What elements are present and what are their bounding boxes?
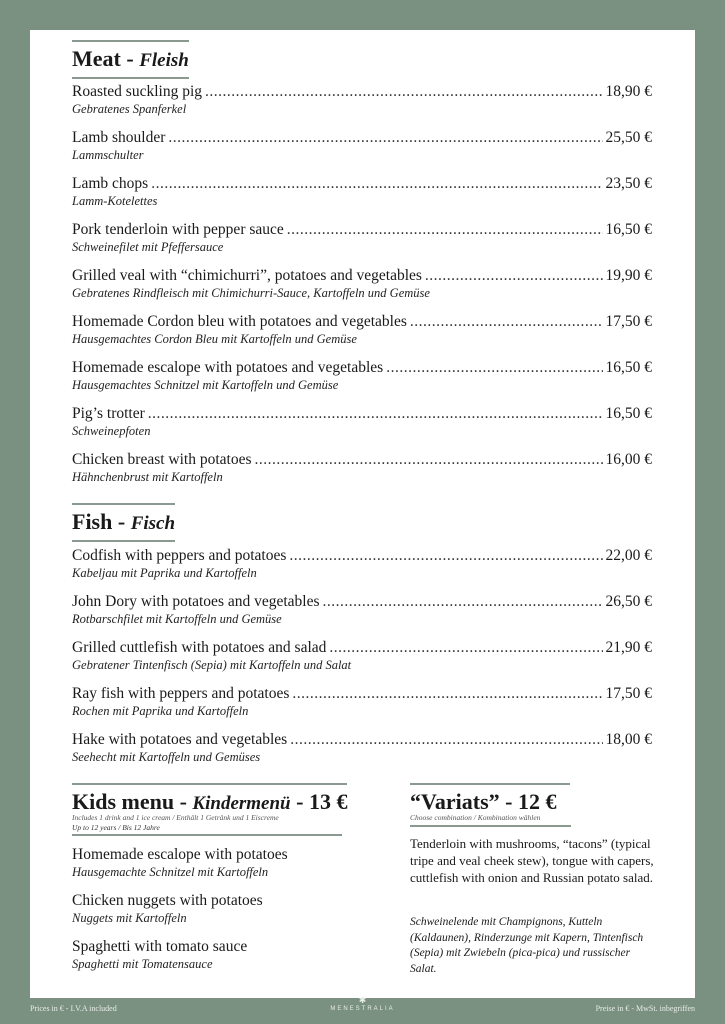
menu-item [72,174,652,220]
footer-left: Prices in € - I.V.A included [30,1004,117,1013]
kids-item-name: Homemade escalope with potatoes [72,846,288,863]
kids-item-translation: Hausgemachte Schnitzel mit Kartoffeln [72,865,269,879]
menu-item-name: Grilled cuttlefish with potatoes and salad [72,639,327,656]
menu-item [72,220,652,266]
kids-menu-item [72,845,372,891]
menu-page [30,30,695,998]
menu-item [72,128,652,174]
dot-leader [386,358,602,377]
menu-item-name: Chicken breast with potatoes [72,451,252,468]
menu-item [72,684,652,730]
meat-section-title [72,40,189,79]
kids-divider [72,834,342,836]
menu-item-name: Codfish with peppers and potatoes [72,547,287,564]
kids-item-name: Spaghetti with tomato sauce [72,938,248,955]
menu-item [72,358,652,404]
dot-leader [168,128,602,147]
menu-item-row [72,546,652,565]
kids-menu-item [72,937,372,983]
menu-item-price: 18,00 € [605,731,652,748]
menu-item [72,82,652,128]
variats-divider [410,825,571,827]
dot-leader [287,220,603,239]
menu-item-translation: Hausgemachtes Schnitzel mit Kartoffeln und Gemüse [72,378,339,392]
menu-item-price: 22,00 € [605,547,652,564]
menu-item [72,546,652,592]
menu-item-translation: Schweinefilet mit Pfeffersauce [72,240,224,254]
menu-item-translation: Hausgemachtes Cordon Bleu mit Kartoffeln und Gemüse [72,332,357,346]
variats-description-de: Schweinelende mit Champignons, Kutteln (Kaldaunen), Rinderzunge mit Kapern, Tintenfisch (Sepia) mit Zwiebeln (pica-pica) und russischer Salat. [410,916,644,975]
kids-price: - 13 € [290,789,348,814]
fish-subtitle: Fisch [130,513,176,534]
kids-title: Kids menu - [72,789,193,814]
menu-item-row [72,128,652,147]
fish-items [72,546,652,776]
menu-item-row [72,312,652,331]
menu-item-row [72,592,652,611]
menu-item-name: Homemade escalope with potatoes and vegetables [72,359,384,376]
menu-item-name: Lamb shoulder [72,129,166,146]
footer-right: Preise in € - MwSt. inbegriffen [595,1004,695,1013]
fish-title: Fish - [72,509,131,534]
menu-item-price: 16,50 € [605,405,652,422]
menu-item-name: Ray fish with peppers and potatoes [72,685,290,702]
dot-leader [205,82,602,101]
menu-item-name: Lamb chops [72,175,149,192]
menu-item-row [72,266,652,285]
kids-section-title [72,783,347,817]
menu-item-price: 26,50 € [605,593,652,610]
menu-item-row [72,82,652,101]
kids-note: Includes 1 drink and 1 ice cream / Enthält 1 Getränk und 1 Eiscreme [72,813,279,822]
menu-item-price: 16,50 € [605,221,652,238]
kids-subtitle: Kindermenü [192,793,291,814]
menu-item-translation: Kabeljau mit Paprika und Kartoffeln [72,566,257,580]
menu-item-price: 17,50 € [605,685,652,702]
menu-item-translation: Lamm-Kotelettes [72,194,158,208]
fish-section-title [72,503,175,542]
footer-logo [330,995,395,1013]
menu-item-row [72,220,652,239]
menu-item-price: 18,90 € [605,83,652,100]
menu-item-name: Grilled veal with “chimichurri”, potatoes and vegetables [72,267,422,284]
menu-item-translation: Seehecht mit Kartoffeln und Gemüses [72,750,261,764]
meat-subtitle: Fleish [139,50,189,71]
variats-description: Tenderloin with mushrooms, “tacons” (typical tripe and veal cheek stew), tongue with capers, cuttlefish with onion and Russian potato salad. [410,836,654,885]
menu-item-name: Homemade Cordon bleu with potatoes and vegetables [72,313,407,330]
menu-item [72,312,652,358]
kids-item-name: Chicken nuggets with potatoes [72,892,263,909]
menu-item-translation: Rotbarschfilet mit Kartoffeln und Gemüse [72,612,282,626]
menu-item-translation: Rochen mit Paprika und Kartoffeln [72,704,249,718]
meat-items [72,82,652,496]
dot-leader [292,684,602,703]
menu-item [72,450,652,496]
dot-leader [151,174,602,193]
menu-item-price: 23,50 € [605,175,652,192]
menu-item-translation: Schweinepfoten [72,424,151,438]
dot-leader [410,312,603,331]
menu-item-row [72,730,652,749]
menu-item-row [72,450,652,469]
dot-leader [425,266,603,285]
kids-menu-item [72,891,372,937]
menu-item-name: Roasted suckling pig [72,83,203,100]
menu-item-translation: Lammschulter [72,148,144,162]
menu-item-price: 21,90 € [605,639,652,656]
menu-item-row [72,174,652,193]
menu-item [72,592,652,638]
menu-item-translation: Gebratenes Rindfleisch mit Chimichurri-Sauce, Kartoffeln und Gemüse [72,286,430,300]
kids-items [72,845,372,983]
menu-item [72,730,652,776]
kids-age: Up to 12 years / Bis 12 Jahre [72,823,160,832]
menu-item-translation: Gebratenes Spanferkel [72,102,187,116]
kids-item-translation: Spaghetti mit Tomatensauce [72,957,213,971]
menu-item-translation: Hähnchenbrust mit Kartoffeln [72,470,223,484]
dot-leader [329,638,602,657]
logo-mark-icon: ✱ [358,995,367,1005]
dot-leader [148,404,603,423]
menu-item [72,638,652,684]
meat-title: Meat - [72,46,140,71]
menu-item-name: Pig’s trotter [72,405,145,422]
dot-leader [289,546,602,565]
kids-item-translation: Nuggets mit Kartoffeln [72,911,187,925]
menu-item-price: 16,00 € [605,451,652,468]
variats-title: “Variats” - 12 € [410,783,570,815]
dot-leader [290,730,602,749]
menu-item-row [72,404,652,423]
menu-item-name: Pork tenderloin with pepper sauce [72,221,284,238]
menu-item-row [72,358,652,377]
menu-item-row [72,638,652,657]
dot-leader [323,592,603,611]
menu-item-price: 19,90 € [605,267,652,284]
menu-item-price: 25,50 € [605,129,652,146]
logo-text: MENESTRALIA [330,1006,395,1012]
menu-item [72,266,652,312]
menu-item-name: John Dory with potatoes and vegetables [72,593,320,610]
menu-item-row [72,684,652,703]
menu-item-price: 17,50 € [605,313,652,330]
dot-leader [255,450,603,469]
menu-item [72,404,652,450]
variats-note: Choose combination / Kombination wählen [410,813,541,822]
menu-item-name: Hake with potatoes and vegetables [72,731,288,748]
menu-item-price: 16,50 € [605,359,652,376]
menu-item-translation: Gebratener Tintenfisch (Sepia) mit Kartoffeln und Salat [72,658,352,672]
